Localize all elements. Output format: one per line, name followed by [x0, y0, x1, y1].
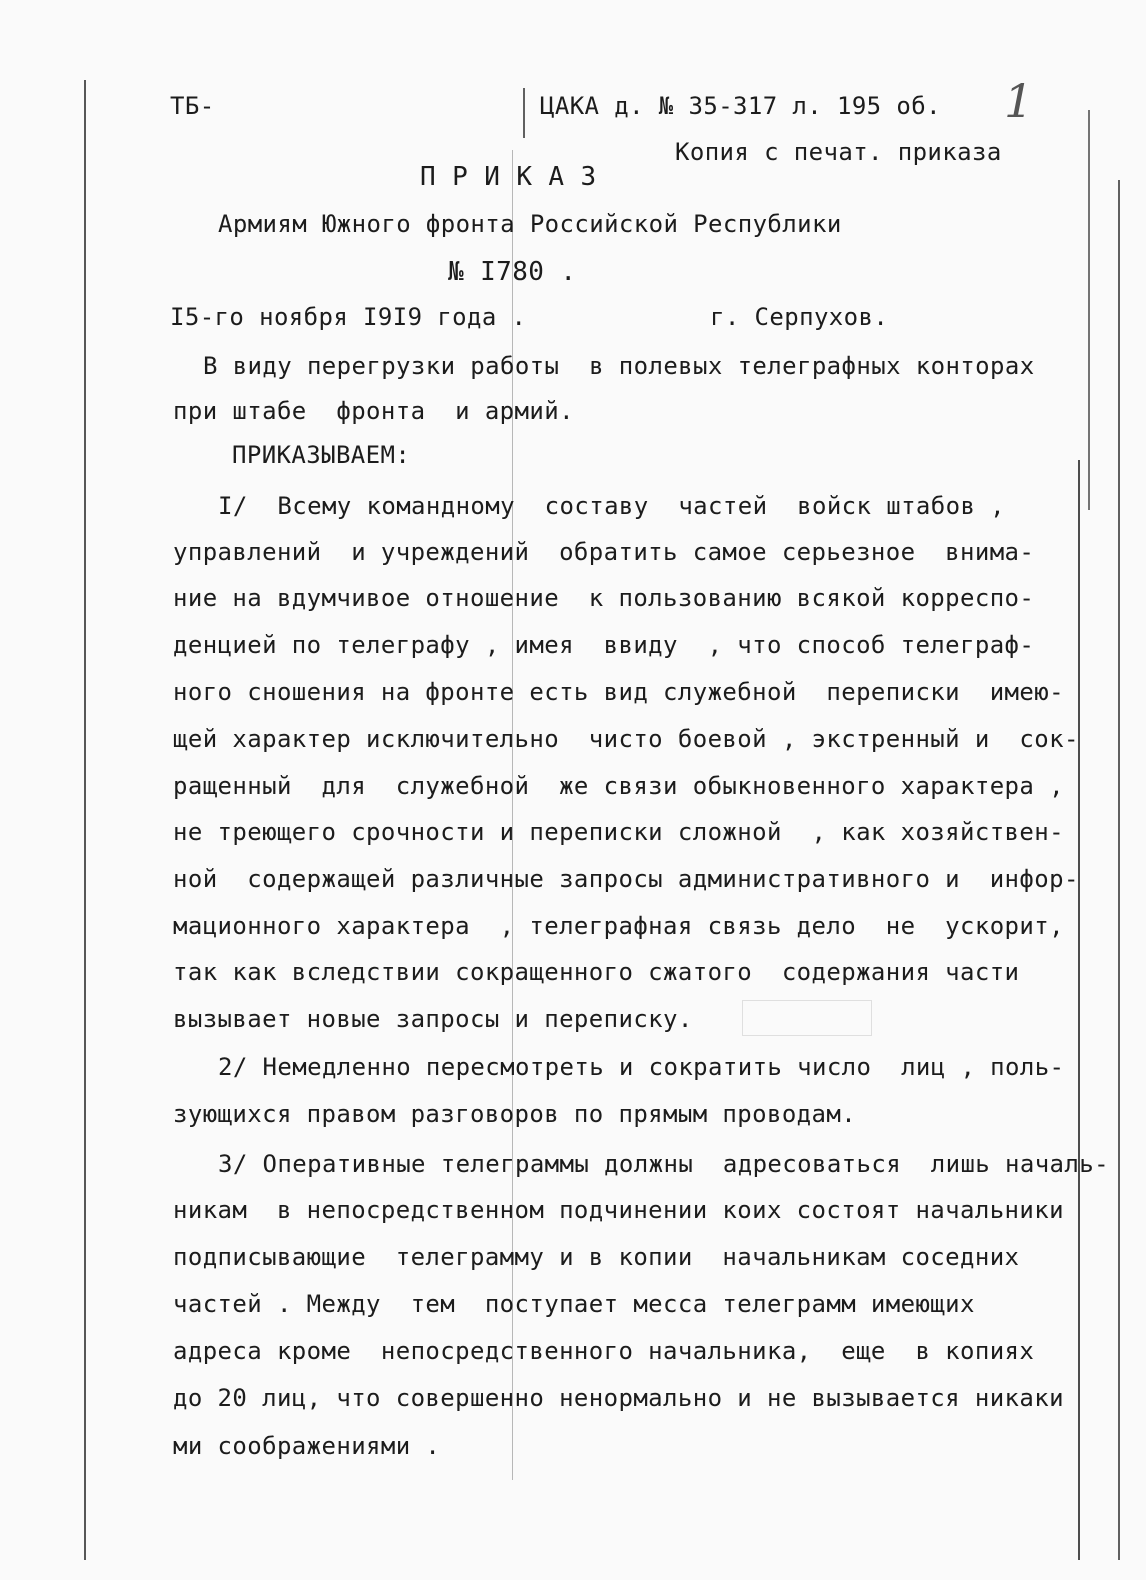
body-line: до 20 лиц, что совершенно ненормально и не вызывается никаки: [173, 1384, 1064, 1412]
handwritten-page-number: 1: [1004, 74, 1034, 128]
body-line: управлений и учреждений обратить самое серьезное внима-: [173, 538, 1035, 566]
scan-edge-line: [1118, 180, 1120, 1560]
body-line: при штабе фронта и армий.: [173, 397, 574, 425]
body-line: адреса кроме непосредственного начальника, еще в копиях: [173, 1337, 1035, 1365]
document-subtitle: Армиям Южного фронта Российской Республики: [218, 210, 842, 238]
faint-stamp: [742, 1000, 872, 1036]
scan-artifact-line: [523, 88, 525, 138]
page-fold-line: [512, 150, 513, 1480]
body-line: I/ Всему командному составу частей войск штабов ,: [218, 492, 1006, 520]
header-left-code: ТБ-: [170, 92, 215, 120]
body-line: ращенный для служебной же связи обыкновенного характера ,: [173, 772, 1064, 800]
body-line: ми соображениями .: [173, 1432, 441, 1460]
body-line: ной содержащей различные запросы административного и инфор-: [173, 865, 1079, 893]
scan-artifact-line: [1088, 110, 1090, 510]
body-line: 2/ Немедленно пересмотреть и сократить число лиц , поль-: [218, 1053, 1065, 1081]
order-place: г. Серпухов.: [710, 303, 889, 331]
body-line: 3/ Оперативные телеграммы должны адресоваться лишь началь-: [218, 1150, 1109, 1178]
scan-margin-line: [84, 80, 86, 1560]
body-line: так как вследствии сокращенного сжатого содержания части: [173, 958, 1020, 986]
body-line: вызывает новые запросы и переписку.: [173, 1005, 693, 1033]
body-line-heading: ПРИКАЗЫВАЕМ:: [232, 441, 411, 469]
body-line: подписывающие телеграмму и в копии начальникам соседних: [173, 1243, 1020, 1271]
order-date: I5-го ноября I9I9 года .: [170, 303, 527, 331]
copy-note: Копия с печат. приказа: [675, 138, 1002, 166]
body-line: мационного характера , телеграфная связь дело не ускорит,: [173, 912, 1064, 940]
order-number: № I780 .: [448, 257, 577, 287]
body-line: щей характер исключительно чисто боевой , экстренный и сок-: [173, 725, 1079, 753]
body-line: частей . Между тем поступает месса телеграмм имеющих: [173, 1290, 975, 1318]
body-line: В виду перегрузки работы в полевых телеграфных конторах: [203, 352, 1035, 380]
body-line: никам в непосредственном подчинении коих состоят начальники: [173, 1196, 1064, 1224]
body-line: не треющего срочности и переписки сложной , как хозяйствен-: [173, 818, 1064, 846]
document-title: П Р И К А З: [420, 162, 597, 192]
body-line: зующихся правом разговоров по прямым проводам.: [173, 1100, 857, 1128]
body-line: денцией по телеграфу , имея ввиду , что способ телеграф-: [173, 631, 1035, 659]
body-line: ние на вдумчивое отношение к пользованию всякой корреспо-: [173, 584, 1035, 612]
archive-reference: ЦАКА д. № 35-317 л. 195 об.: [540, 92, 941, 120]
scan-artifact-line: [1078, 460, 1080, 1560]
body-line: ного сношения на фронте есть вид служебной переписки имею-: [173, 678, 1064, 706]
